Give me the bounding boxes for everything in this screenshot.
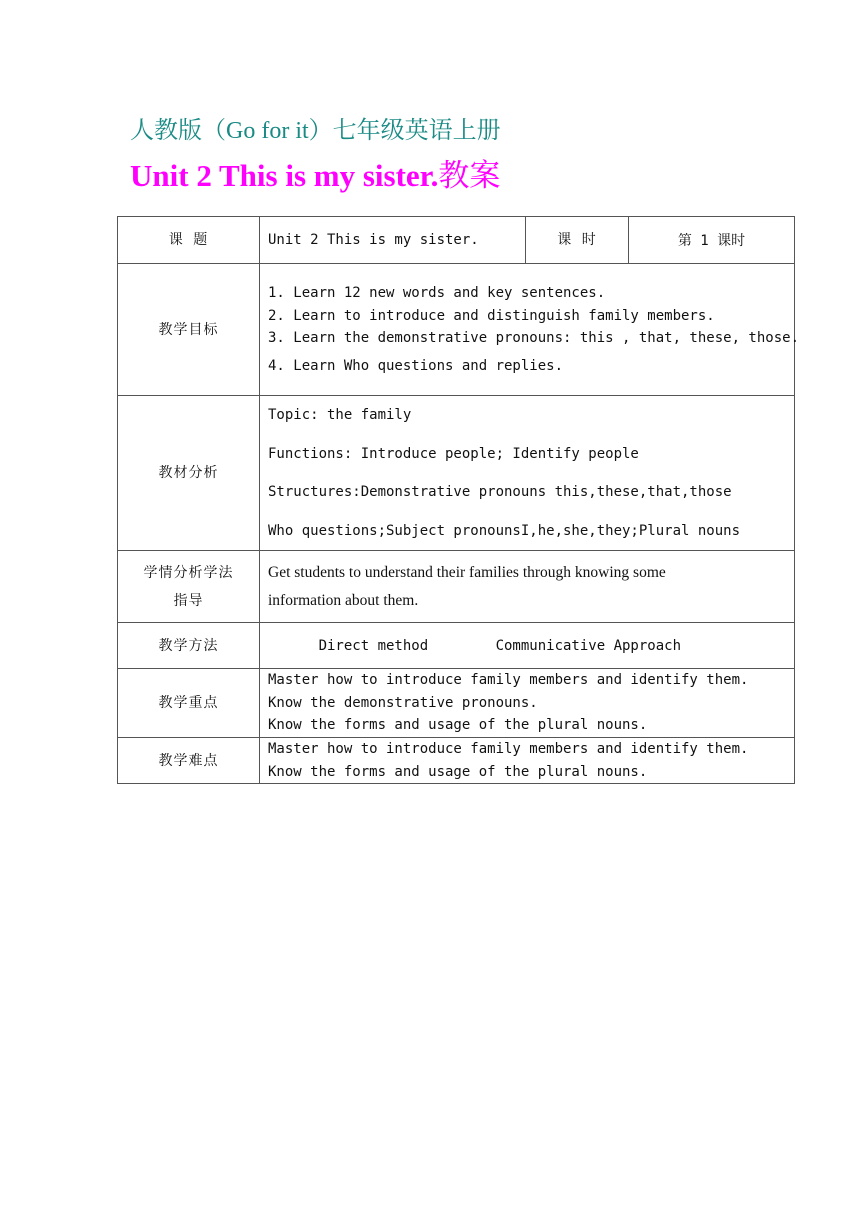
- topic-label: 课 题: [118, 217, 260, 264]
- objective-item: 3. Learn the demonstrative pronouns: this , that, these, those.: [268, 330, 800, 346]
- methods-row: [118, 623, 795, 669]
- difficulties-row: [118, 738, 795, 784]
- document-title: [130, 150, 500, 195]
- difficulty-item: Know the forms and usage of the plural nouns.: [268, 763, 648, 780]
- students-label: [118, 551, 260, 623]
- key-points-row: [118, 669, 795, 738]
- title-chinese: 教案: [438, 158, 501, 193]
- objectives-label: 教学目标: [118, 264, 260, 396]
- objective-item: 1. Learn 12 new words and key sentences.: [268, 285, 606, 301]
- key-point-item: Know the forms and usage of the plural nouns.: [268, 717, 648, 734]
- materials-item: Structures:Demonstrative pronouns this,these,that,those: [268, 484, 732, 500]
- materials-row: [118, 396, 795, 551]
- objectives-row: [118, 264, 795, 396]
- materials-item: Functions: Introduce people; Identify people: [268, 445, 639, 462]
- period-label: 课 时: [526, 217, 629, 264]
- students-row: [118, 551, 795, 623]
- lesson-plan-table: [117, 216, 800, 784]
- students-text: Get students to understand their families through knowing some: [268, 563, 666, 581]
- objective-item: 2. Learn to introduce and distinguish family members.: [268, 307, 715, 324]
- students-label-line: 学情分析学法: [143, 564, 234, 581]
- key-point-item: Master how to introduce family members and identify them.: [268, 672, 749, 689]
- students-text: information about them.: [268, 591, 419, 609]
- difficulties-label: 教学难点: [118, 738, 260, 784]
- methods-value: Direct method Communicative Approach: [260, 623, 795, 669]
- objectives-content: [260, 264, 800, 396]
- materials-item: Topic: the family: [268, 407, 412, 423]
- document-subtitle: 人教版（Go for it）七年级英语上册: [130, 118, 501, 144]
- materials-item: Who questions;Subject pronounsI,he,she,they;Plural nouns: [268, 522, 741, 539]
- students-content: [260, 551, 795, 623]
- key-point-item: Know the demonstrative pronouns.: [268, 694, 538, 711]
- difficulties-content: [260, 738, 795, 784]
- period-value: 第 1 课时: [629, 217, 795, 264]
- objective-item: 4. Learn Who questions and replies.: [268, 357, 564, 374]
- materials-label: 教材分析: [118, 396, 260, 551]
- topic-value: Unit 2 This is my sister.: [260, 217, 526, 264]
- difficulty-item: Master how to introduce family members and identify them.: [268, 741, 749, 757]
- key-points-content: [260, 669, 795, 738]
- key-points-label: 教学重点: [118, 669, 260, 738]
- methods-label: 教学方法: [118, 623, 260, 669]
- students-label-line: 指导: [173, 592, 204, 609]
- topic-row: [118, 217, 795, 264]
- title-english: Unit 2 This is my sister.: [130, 158, 439, 193]
- materials-content: [260, 396, 795, 551]
